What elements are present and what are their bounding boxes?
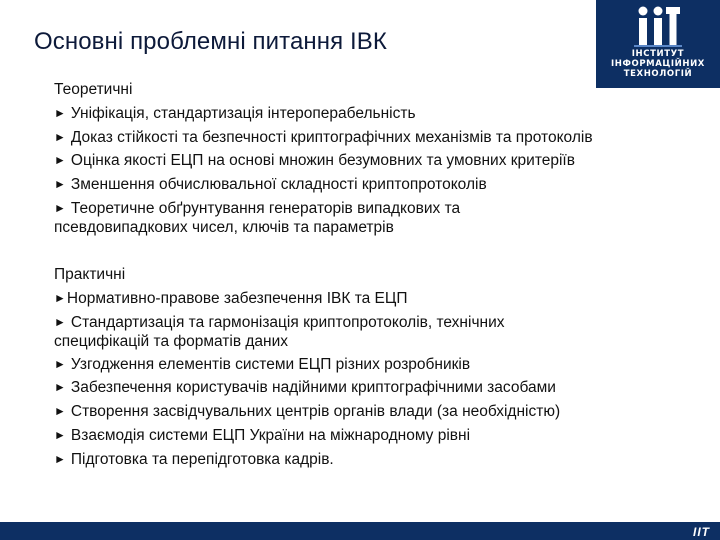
list-item-text: Теоретичне обґрунтування генераторів випадкових та псевдовипадкових чисел, ключів та параметрів [54, 199, 461, 236]
footer-bar [0, 522, 720, 540]
list-item-text: Стандартизація та гармонізація криптопротоколів, технічних специфікацій та форматів даних [54, 313, 505, 350]
list-item-text: Доказ стійкості та безпечності криптографічних механізмів та протоколів [70, 128, 593, 146]
list-item-text: Забезпечення користувачів надійними криптографічними засобами [70, 379, 556, 397]
section-heading-practical: Практичні [54, 265, 126, 283]
bullet-icon: ► [54, 129, 66, 144]
list-item [54, 149, 674, 173]
list-item [54, 353, 674, 377]
list-item [54, 448, 674, 472]
list-item [54, 126, 674, 150]
bullet-icon: ► [54, 153, 66, 168]
list-item [54, 287, 674, 311]
bullet-icon: ► [54, 290, 66, 305]
bullet-icon: ► [54, 380, 66, 395]
institute-logo [596, 0, 720, 88]
list-item-text: Зменшення обчислювальної складності криптопротоколів [70, 176, 487, 194]
bullet-icon: ► [54, 404, 66, 419]
list-item [54, 400, 674, 424]
bullet-icon: ► [54, 200, 66, 215]
list-item-text: Нормативно-правове забезпечення ІВК та ЕЦП [66, 289, 408, 307]
list-item-text: Створення засвідчувальних центрів органів влади (за необхідністю) [70, 403, 561, 421]
list-item [54, 424, 674, 448]
footer-logo-mark: ІІТ [693, 525, 710, 539]
list-item-text: Уніфікація, стандартизація інтероперабельність [70, 104, 416, 122]
slide-content [54, 78, 674, 472]
bullet-icon: ► [54, 314, 66, 329]
bullet-icon: ► [54, 427, 66, 442]
section-spacer [54, 239, 674, 263]
logo-line: ІНСТИТУТ [631, 49, 685, 59]
list-item [54, 102, 674, 126]
list-item-text: Узгодження елементів системи ЕЦП різних розробників [70, 355, 471, 373]
list-item [54, 311, 594, 353]
list-item-text: Оцінка якості ЕЦП на основі множин безумовних та умовних критеріїв [70, 152, 575, 170]
logo-line: ІНФОРМАЦІЙНИХ [611, 59, 705, 69]
logo-line: ТЕХНОЛОГІЙ [623, 69, 693, 79]
list-item [54, 173, 674, 197]
bullet-icon: ► [54, 356, 66, 371]
logo-text [596, 49, 720, 79]
bullet-icon: ► [54, 451, 66, 466]
list-item [54, 197, 534, 239]
page-title: Основні проблемні питання ІВК [34, 28, 387, 55]
section-heading-theoretical: Теоретичні [54, 81, 133, 98]
list-item [54, 376, 674, 400]
list-item-text: Взаємодія системи ЕЦП України на міжнародному рівні [70, 426, 471, 444]
bullet-icon: ► [54, 177, 66, 192]
list-item-text: Підготовка та перепідготовка кадрів. [70, 450, 334, 468]
bullet-icon: ► [54, 105, 66, 120]
institute-logo-icon [634, 5, 682, 47]
